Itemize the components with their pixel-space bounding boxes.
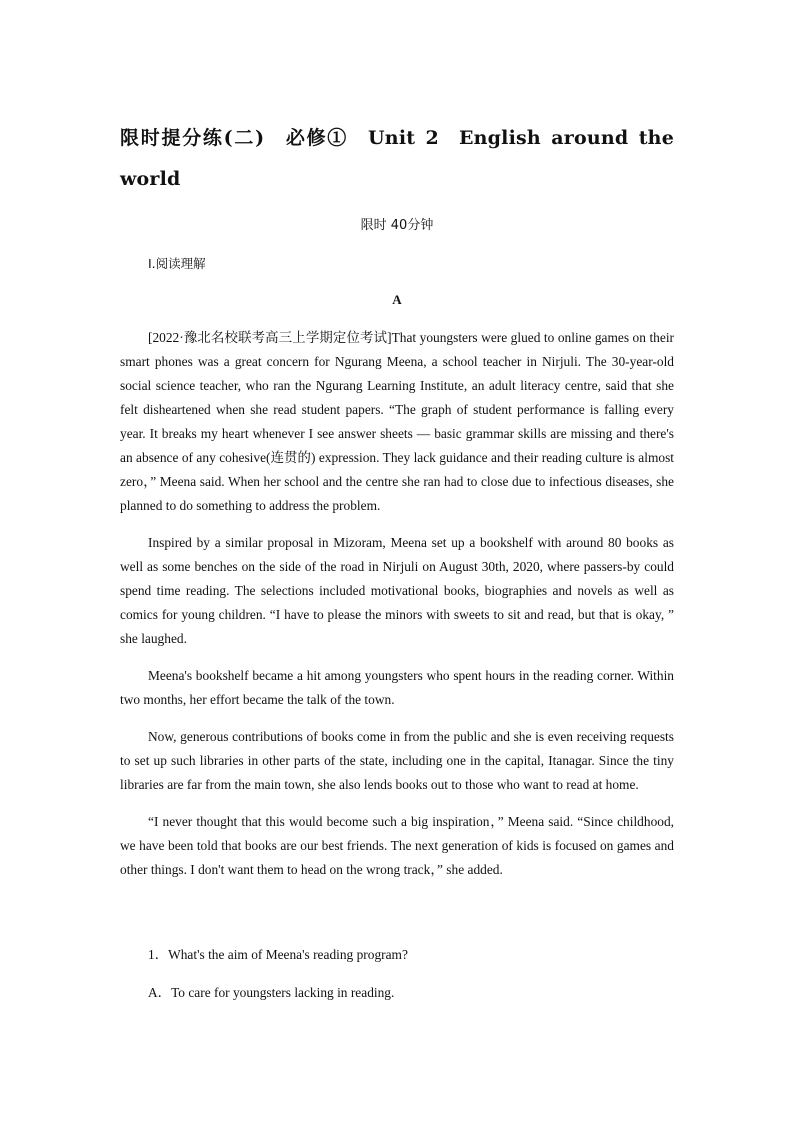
passage-paragraph: Meena's bookshelf became a hit among youngsters who spent hours in the reading corner. Within two months, her effort became the talk of the town. [120, 668, 674, 707]
reading-passage [120, 326, 674, 895]
option-text: To care for youngsters lacking in reading. [171, 985, 395, 1000]
question-1-option-a [148, 983, 394, 1003]
title-series: 限时提分练(二) [120, 127, 265, 149]
title-module: 必修① [284, 127, 349, 149]
title-unit-name: English around the world [120, 127, 674, 190]
passage-paragraph: “I never thought that this would become such a big inspiration，” Meena said. “Since childhood, we have been told that books are our best friends. The next generation of kids is focused on games and other things. I don't want them to head on the wrong track，” she added. [120, 814, 674, 877]
section-heading: Ⅰ.阅读理解 [148, 256, 206, 271]
option-letter: A． [148, 985, 172, 1000]
title-unit: Unit 2 [368, 127, 439, 149]
question-number: 1． [148, 947, 169, 962]
question-1 [148, 945, 408, 965]
time-limit: 限时 40分钟 [360, 218, 434, 233]
passage-paragraph: [2022·豫北名校联考高三上学期定位考试]That youngsters were glued to online games on their smart phones was a great concern for Ngurang Meena, a school teacher in Nirjuli. The 30-year-old social science teacher, who ran the Ngurang Learning Institute, an adult literacy centre, said that she felt disheartened when she read student papers. “The graph of student performance is falling every year. It breaks my heart whenever I see answer sheets — basic grammar skills are missing and there's an absence of any cohesive(连贯的) expression. They lack guidance and their reading culture is almost zero，” Meena said. When her school and the centre she ran had to close due to infectious diseases, she planned to do something to address the problem. [120, 330, 674, 513]
passage-label: A [392, 292, 402, 307]
question-text: What's the aim of Meena's reading program? [168, 947, 408, 962]
page-title [120, 118, 674, 200]
passage-paragraph: Now, generous contributions of books come in from the public and she is even receiving requests to set up such libraries in other parts of the state, including one in the capital, Itanagar. Since the tiny libraries are far from the main town, she also lends books out to those who want to read at home. [120, 729, 674, 792]
passage-paragraph: Inspired by a similar proposal in Mizoram, Meena set up a bookshelf with around 80 books as well as some benches on the side of the road in Nirjuli on August 30th, 2020, where passers-by could spend time reading. The selections included motivational books, biographies and novels as well as comics for young children. “I have to please the minors with sweets to sit and read, but that is okay, ” she laughed. [120, 535, 674, 646]
